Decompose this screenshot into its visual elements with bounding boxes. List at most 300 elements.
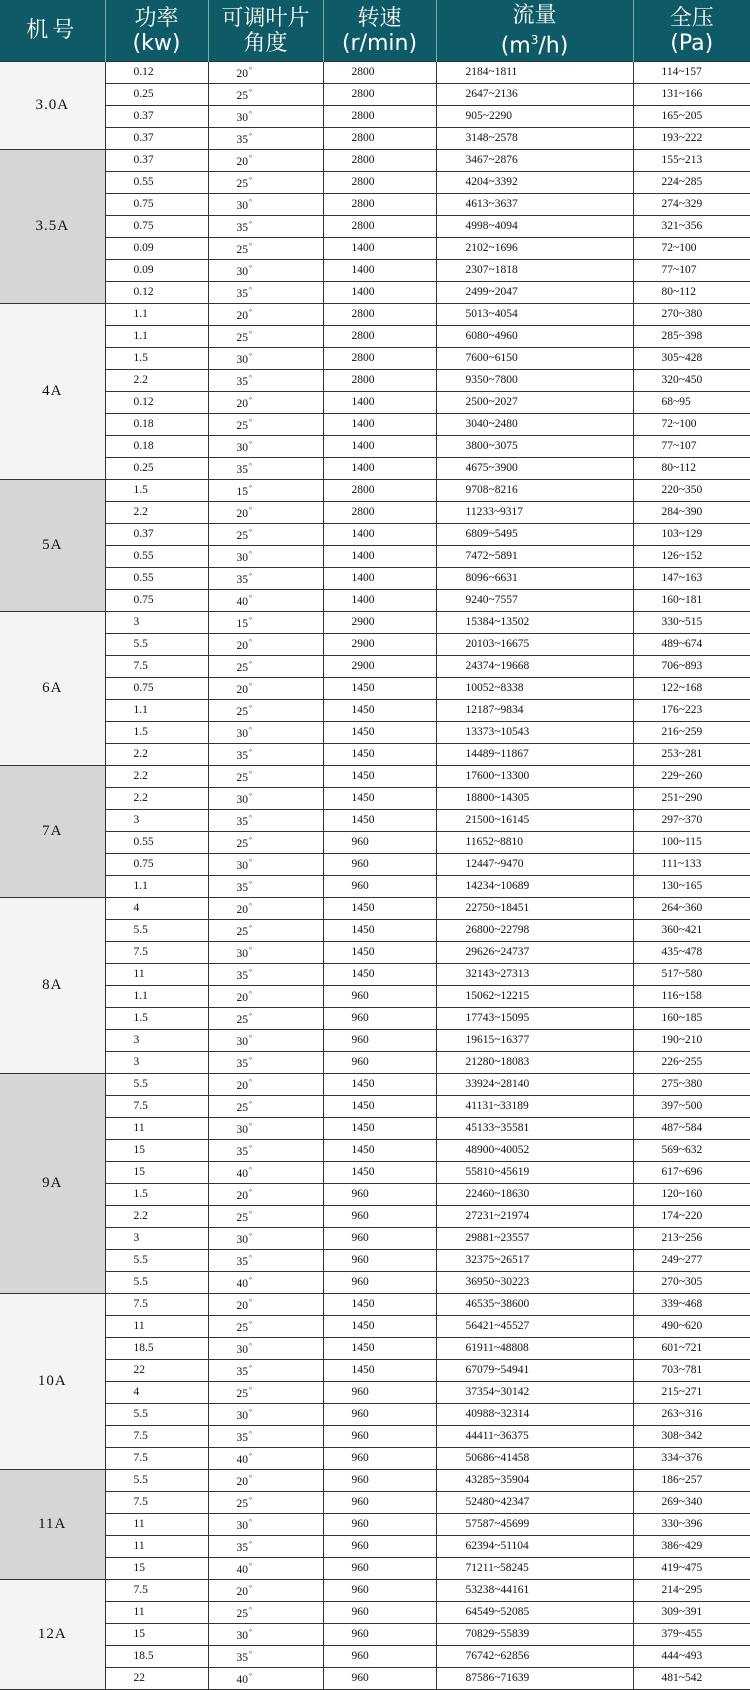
blade-angle-cell <box>208 810 323 832</box>
blade-angle-cell <box>208 1602 323 1624</box>
airflow-cell: 2500~2027 <box>436 392 633 414</box>
speed-cell: 1400 <box>323 414 436 436</box>
blade-angle-value: 40 <box>237 1454 249 1466</box>
table-row <box>0 1294 750 1316</box>
speed-cell: 960 <box>323 1250 436 1272</box>
degree-mark: ° <box>249 220 252 228</box>
power-cell: 0.37 <box>105 106 208 128</box>
blade-angle-value: 35 <box>237 882 249 894</box>
speed-cell: 1450 <box>323 1096 436 1118</box>
blade-angle-cell <box>208 1030 323 1052</box>
blade-angle-cell <box>208 1646 323 1668</box>
blade-angle-cell <box>208 1140 323 1162</box>
blade-angle-value: 30 <box>237 112 249 124</box>
blade-angle-value: 25 <box>237 1388 249 1400</box>
table-row <box>0 1602 750 1624</box>
power-cell: 11 <box>105 1536 208 1558</box>
header-flow-label: 流量 <box>437 3 633 28</box>
blade-angle-cell <box>208 260 323 282</box>
airflow-cell: 55810~45619 <box>436 1162 633 1184</box>
power-cell: 0.55 <box>105 172 208 194</box>
speed-cell: 960 <box>323 1514 436 1536</box>
speed-cell: 2800 <box>323 194 436 216</box>
blade-angle-value: 20 <box>237 684 249 696</box>
power-cell: 7.5 <box>105 1294 208 1316</box>
airflow-cell: 14234~10689 <box>436 876 633 898</box>
degree-mark: ° <box>249 792 252 800</box>
power-cell: 0.25 <box>105 458 208 480</box>
pressure-cell: 330~515 <box>633 612 750 634</box>
blade-angle-cell <box>208 964 323 986</box>
table-row <box>0 898 750 920</box>
power-cell: 11 <box>105 1602 208 1624</box>
table-row <box>0 722 750 744</box>
airflow-cell: 9350~7800 <box>436 370 633 392</box>
blade-angle-cell <box>208 172 323 194</box>
speed-cell: 1450 <box>323 964 436 986</box>
speed-cell: 1450 <box>323 1118 436 1140</box>
blade-angle-value: 20 <box>237 1190 249 1202</box>
airflow-cell: 2499~2047 <box>436 282 633 304</box>
degree-mark: ° <box>249 352 252 360</box>
pressure-cell: 309~391 <box>633 1602 750 1624</box>
pressure-cell: 284~390 <box>633 502 750 524</box>
pressure-cell: 386~429 <box>633 1536 750 1558</box>
pressure-cell: 308~342 <box>633 1426 750 1448</box>
table-row <box>0 128 750 150</box>
table-row <box>0 700 750 722</box>
degree-mark: ° <box>249 1430 252 1438</box>
header-pressure-label: 全压 <box>634 6 750 31</box>
degree-mark: ° <box>249 330 252 338</box>
speed-cell: 1400 <box>323 568 436 590</box>
power-cell: 18.5 <box>105 1646 208 1668</box>
airflow-cell: 4998~4094 <box>436 216 633 238</box>
airflow-cell: 7472~5891 <box>436 546 633 568</box>
blade-angle-cell <box>208 678 323 700</box>
header-flow-unit <box>437 28 633 58</box>
blade-angle-cell <box>208 194 323 216</box>
table-row <box>0 1558 750 1580</box>
blade-angle-cell <box>208 502 323 524</box>
degree-mark: ° <box>249 1100 252 1108</box>
blade-angle-cell <box>208 876 323 898</box>
speed-cell: 1450 <box>323 766 436 788</box>
degree-mark: ° <box>249 1254 252 1262</box>
airflow-cell: 43285~35904 <box>436 1470 633 1492</box>
blade-angle-value: 30 <box>237 728 249 740</box>
table-row <box>0 1426 750 1448</box>
blade-angle-cell <box>208 1228 323 1250</box>
airflow-cell: 76742~62856 <box>436 1646 633 1668</box>
airflow-cell: 4675~3900 <box>436 458 633 480</box>
power-cell: 15 <box>105 1162 208 1184</box>
pressure-cell: 321~356 <box>633 216 750 238</box>
table-row <box>0 194 750 216</box>
airflow-cell: 46535~38600 <box>436 1294 633 1316</box>
degree-mark: ° <box>249 1188 252 1196</box>
blade-angle-value: 25 <box>237 926 249 938</box>
blade-angle-cell <box>208 62 323 84</box>
pressure-cell: 601~721 <box>633 1338 750 1360</box>
degree-mark: ° <box>249 1210 252 1218</box>
speed-cell: 1450 <box>323 744 436 766</box>
pressure-cell: 190~210 <box>633 1030 750 1052</box>
table-row <box>0 810 750 832</box>
blade-angle-value: 35 <box>237 970 249 982</box>
table-row <box>0 1162 750 1184</box>
speed-cell: 960 <box>323 1382 436 1404</box>
power-cell: 4 <box>105 1382 208 1404</box>
airflow-cell: 20103~16675 <box>436 634 633 656</box>
table-row <box>0 106 750 128</box>
degree-mark: ° <box>249 242 252 250</box>
degree-mark: ° <box>249 110 252 118</box>
airflow-cell: 17600~13300 <box>436 766 633 788</box>
blade-angle-value: 25 <box>237 1498 249 1510</box>
header-speed-label: 转速 <box>324 6 436 31</box>
pressure-cell: 419~475 <box>633 1558 750 1580</box>
pressure-cell: 224~285 <box>633 172 750 194</box>
pressure-cell: 114~157 <box>633 62 750 84</box>
speed-cell: 1450 <box>323 1360 436 1382</box>
speed-cell: 1400 <box>323 238 436 260</box>
pressure-cell: 305~428 <box>633 348 750 370</box>
blade-angle-cell <box>208 480 323 502</box>
pressure-cell: 80~112 <box>633 458 750 480</box>
degree-mark: ° <box>249 682 252 690</box>
power-cell: 0.25 <box>105 84 208 106</box>
table-row <box>0 1536 750 1558</box>
speed-cell: 960 <box>323 986 436 1008</box>
table-row <box>0 62 750 84</box>
table-row <box>0 1272 750 1294</box>
table-row <box>0 1646 750 1668</box>
table-row <box>0 920 750 942</box>
pressure-cell: 77~107 <box>633 260 750 282</box>
airflow-cell: 15062~12215 <box>436 986 633 1008</box>
power-cell: 5.5 <box>105 1250 208 1272</box>
degree-mark: ° <box>249 1540 252 1548</box>
blade-angle-cell <box>208 1074 323 1096</box>
power-cell: 22 <box>105 1668 208 1690</box>
blade-angle-cell <box>208 414 323 436</box>
blade-angle-value: 20 <box>237 992 249 1004</box>
airflow-cell: 11233~9317 <box>436 502 633 524</box>
blade-angle-cell <box>208 788 323 810</box>
speed-cell: 1450 <box>323 1316 436 1338</box>
degree-mark: ° <box>249 1386 252 1394</box>
blade-angle-value: 30 <box>237 948 249 960</box>
speed-cell: 2800 <box>323 326 436 348</box>
airflow-cell: 32143~27313 <box>436 964 633 986</box>
speed-cell: 1400 <box>323 546 436 568</box>
pressure-cell: 263~316 <box>633 1404 750 1426</box>
airflow-cell: 50686~41458 <box>436 1448 633 1470</box>
airflow-cell: 62394~51104 <box>436 1536 633 1558</box>
speed-cell: 1450 <box>323 1338 436 1360</box>
blade-angle-cell <box>208 1426 323 1448</box>
airflow-cell: 21500~16145 <box>436 810 633 832</box>
airflow-cell: 905~2290 <box>436 106 633 128</box>
table-row <box>0 1096 750 1118</box>
power-cell: 0.09 <box>105 260 208 282</box>
blade-angle-value: 30 <box>237 1520 249 1532</box>
airflow-cell: 3040~2480 <box>436 414 633 436</box>
blade-angle-cell <box>208 1184 323 1206</box>
degree-mark: ° <box>249 1562 252 1570</box>
degree-mark: ° <box>249 1122 252 1130</box>
blade-angle-value: 35 <box>237 750 249 762</box>
blade-angle-value: 20 <box>237 1586 249 1598</box>
blade-angle-cell <box>208 612 323 634</box>
table-row <box>0 1316 750 1338</box>
pressure-cell: 435~478 <box>633 942 750 964</box>
speed-cell: 960 <box>323 1624 436 1646</box>
blade-angle-value: 15 <box>237 486 249 498</box>
blade-angle-value: 20 <box>237 1080 249 1092</box>
table-row <box>0 788 750 810</box>
table-row <box>0 1074 750 1096</box>
airflow-cell: 57587~45699 <box>436 1514 633 1536</box>
power-cell: 7.5 <box>105 942 208 964</box>
blade-angle-value: 35 <box>237 376 249 388</box>
power-cell: 0.75 <box>105 854 208 876</box>
table-row <box>0 832 750 854</box>
blade-angle-cell <box>208 920 323 942</box>
pressure-cell: 100~115 <box>633 832 750 854</box>
blade-angle-cell <box>208 700 323 722</box>
table-row <box>0 678 750 700</box>
table-row <box>0 392 750 414</box>
degree-mark: ° <box>249 1408 252 1416</box>
blade-angle-value: 35 <box>237 1146 249 1158</box>
blade-angle-cell <box>208 1272 323 1294</box>
speed-cell: 1450 <box>323 678 436 700</box>
speed-cell: 1450 <box>323 920 436 942</box>
degree-mark: ° <box>249 1078 252 1086</box>
pressure-cell: 160~185 <box>633 1008 750 1030</box>
speed-cell: 2900 <box>323 634 436 656</box>
table-row <box>0 238 750 260</box>
blade-angle-cell <box>208 348 323 370</box>
airflow-cell: 13373~10543 <box>436 722 633 744</box>
blade-angle-value: 25 <box>237 332 249 344</box>
speed-cell: 1400 <box>323 590 436 612</box>
speed-cell: 1450 <box>323 1140 436 1162</box>
blade-angle-cell <box>208 1624 323 1646</box>
table-row <box>0 590 750 612</box>
speed-cell: 1450 <box>323 942 436 964</box>
power-cell: 1.5 <box>105 1184 208 1206</box>
header-flow <box>436 0 633 62</box>
degree-mark: ° <box>249 1144 252 1152</box>
speed-cell: 960 <box>323 1558 436 1580</box>
pressure-cell: 80~112 <box>633 282 750 304</box>
airflow-cell: 37354~30142 <box>436 1382 633 1404</box>
pressure-cell: 176~223 <box>633 700 750 722</box>
pressure-cell: 320~450 <box>633 370 750 392</box>
table-row <box>0 1338 750 1360</box>
blade-angle-cell <box>208 1118 323 1140</box>
table-row <box>0 612 750 634</box>
blade-angle-cell <box>208 1536 323 1558</box>
degree-mark: ° <box>249 462 252 470</box>
airflow-cell: 10052~8338 <box>436 678 633 700</box>
airflow-cell: 24374~19668 <box>436 656 633 678</box>
speed-cell: 960 <box>323 1470 436 1492</box>
pressure-cell: 216~259 <box>633 722 750 744</box>
pressure-cell: 275~380 <box>633 1074 750 1096</box>
power-cell: 0.12 <box>105 392 208 414</box>
table-row <box>0 436 750 458</box>
blade-angle-cell <box>208 1382 323 1404</box>
airflow-cell: 26800~22798 <box>436 920 633 942</box>
table-row <box>0 1382 750 1404</box>
power-cell: 15 <box>105 1558 208 1580</box>
power-cell: 1.1 <box>105 986 208 1008</box>
degree-mark: ° <box>249 1034 252 1042</box>
speed-cell: 960 <box>323 1206 436 1228</box>
model-number-cell: 12A <box>0 1580 105 1690</box>
airflow-cell: 53238~44161 <box>436 1580 633 1602</box>
blade-angle-cell <box>208 106 323 128</box>
power-cell: 0.75 <box>105 590 208 612</box>
blade-angle-value: 35 <box>237 1058 249 1070</box>
speed-cell: 2800 <box>323 84 436 106</box>
table-row <box>0 304 750 326</box>
blade-angle-value: 30 <box>237 1410 249 1422</box>
blade-angle-value: 40 <box>237 596 249 608</box>
power-cell: 1.5 <box>105 480 208 502</box>
flow-unit-post: /h) <box>538 33 568 58</box>
speed-cell: 960 <box>323 1580 436 1602</box>
power-cell: 2.2 <box>105 766 208 788</box>
blade-angle-value: 30 <box>237 442 249 454</box>
airflow-cell: 56421~45527 <box>436 1316 633 1338</box>
speed-cell: 960 <box>323 1646 436 1668</box>
blade-angle-cell <box>208 1470 323 1492</box>
blade-angle-value: 30 <box>237 266 249 278</box>
degree-mark: ° <box>249 1474 252 1482</box>
blade-angle-cell <box>208 1338 323 1360</box>
blade-angle-cell <box>208 986 323 1008</box>
blade-angle-cell <box>208 1492 323 1514</box>
blade-angle-value: 35 <box>237 134 249 146</box>
blade-angle-value: 35 <box>237 222 249 234</box>
table-row <box>0 854 750 876</box>
airflow-cell: 12447~9470 <box>436 854 633 876</box>
table-row <box>0 744 750 766</box>
airflow-cell: 27231~21974 <box>436 1206 633 1228</box>
degree-mark: ° <box>249 484 252 492</box>
degree-mark: ° <box>249 440 252 448</box>
airflow-cell: 7600~6150 <box>436 348 633 370</box>
speed-cell: 960 <box>323 1602 436 1624</box>
degree-mark: ° <box>249 726 252 734</box>
power-cell: 2.2 <box>105 788 208 810</box>
pressure-cell: 68~95 <box>633 392 750 414</box>
speed-cell: 2800 <box>323 370 436 392</box>
blade-angle-cell <box>208 1294 323 1316</box>
blade-angle-value: 20 <box>237 310 249 322</box>
power-cell: 0.18 <box>105 414 208 436</box>
pressure-cell: 339~468 <box>633 1294 750 1316</box>
pressure-cell: 397~500 <box>633 1096 750 1118</box>
pressure-cell: 269~340 <box>633 1492 750 1514</box>
pressure-cell: 72~100 <box>633 414 750 436</box>
airflow-cell: 29626~24737 <box>436 942 633 964</box>
degree-mark: ° <box>249 1496 252 1504</box>
blade-angle-cell <box>208 656 323 678</box>
airflow-cell: 6809~5495 <box>436 524 633 546</box>
blade-angle-value: 30 <box>237 1630 249 1642</box>
airflow-cell: 87586~71639 <box>436 1668 633 1690</box>
power-cell: 2.2 <box>105 744 208 766</box>
blade-angle-value: 35 <box>237 816 249 828</box>
power-cell: 5.5 <box>105 1272 208 1294</box>
blade-angle-cell <box>208 942 323 964</box>
blade-angle-value: 30 <box>237 1036 249 1048</box>
pressure-cell: 186~257 <box>633 1470 750 1492</box>
pressure-cell: 147~163 <box>633 568 750 590</box>
blade-angle-value: 35 <box>237 1366 249 1378</box>
flow-unit-pre: (m <box>501 33 531 58</box>
degree-mark: ° <box>249 902 252 910</box>
pressure-cell: 706~893 <box>633 656 750 678</box>
power-cell: 7.5 <box>105 1426 208 1448</box>
speed-cell: 1450 <box>323 1294 436 1316</box>
table-row <box>0 1404 750 1426</box>
speed-cell: 960 <box>323 876 436 898</box>
model-number-cell: 6A <box>0 612 105 766</box>
speed-cell: 2800 <box>323 128 436 150</box>
airflow-cell: 6080~4960 <box>436 326 633 348</box>
power-cell: 0.37 <box>105 524 208 546</box>
header-pressure-unit: (Pa) <box>634 31 750 56</box>
table-row <box>0 1008 750 1030</box>
blade-angle-value: 35 <box>237 574 249 586</box>
table-row <box>0 1448 750 1470</box>
table-row <box>0 876 750 898</box>
airflow-cell: 5013~4054 <box>436 304 633 326</box>
table-row <box>0 1580 750 1602</box>
power-cell: 1.5 <box>105 1008 208 1030</box>
power-cell: 0.09 <box>105 238 208 260</box>
speed-cell: 2900 <box>323 612 436 634</box>
blade-angle-value: 35 <box>237 464 249 476</box>
table-row <box>0 414 750 436</box>
pressure-cell: 569~632 <box>633 1140 750 1162</box>
power-cell: 0.75 <box>105 678 208 700</box>
pressure-cell: 274~329 <box>633 194 750 216</box>
blade-angle-cell <box>208 370 323 392</box>
pressure-cell: 330~396 <box>633 1514 750 1536</box>
airflow-cell: 52480~42347 <box>436 1492 633 1514</box>
blade-angle-cell <box>208 634 323 656</box>
blade-angle-cell <box>208 1008 323 1030</box>
table-row <box>0 546 750 568</box>
blade-angle-value: 25 <box>237 244 249 256</box>
model-number-cell: 4A <box>0 304 105 480</box>
blade-angle-cell <box>208 1096 323 1118</box>
airflow-cell: 22750~18451 <box>436 898 633 920</box>
degree-mark: ° <box>249 704 252 712</box>
airflow-cell: 70829~55839 <box>436 1624 633 1646</box>
header-angle <box>208 0 323 62</box>
power-cell: 0.12 <box>105 62 208 84</box>
blade-angle-value: 25 <box>237 1322 249 1334</box>
